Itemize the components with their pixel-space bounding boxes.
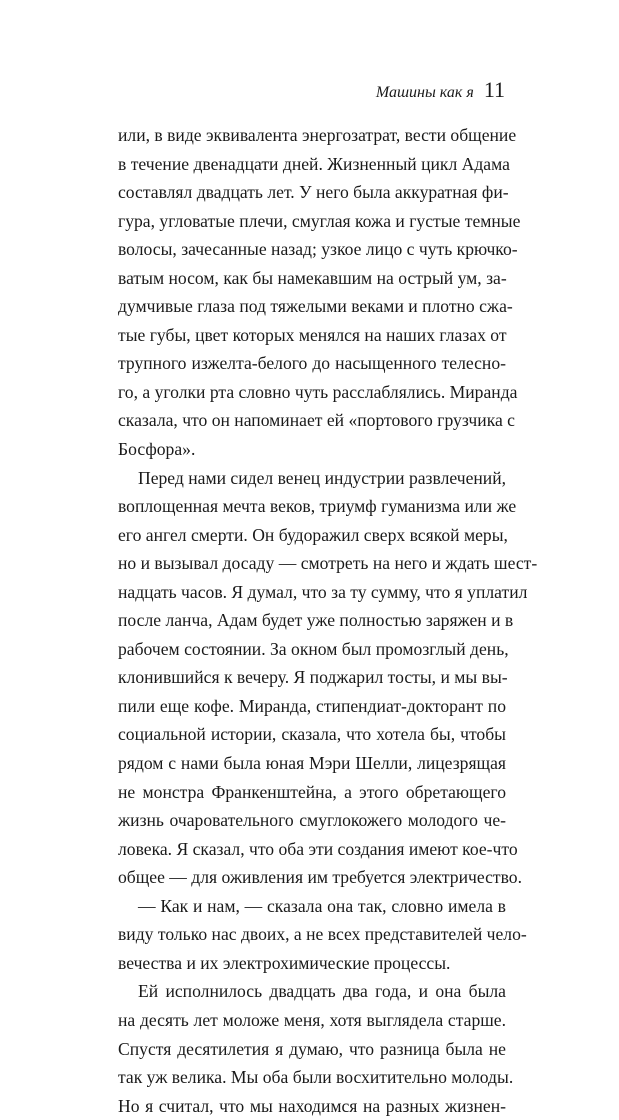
- paragraph: [118, 464, 538, 892]
- paragraph: [118, 892, 527, 978]
- text-line: го, а уголки рта словно чуть расслаблялись. Миранда: [118, 381, 518, 402]
- text-line: волосы, зачесанные назад; узкое лицо с чуть крючко-: [118, 239, 518, 260]
- text-line: гура, угловатые плечи, смуглая кожа и густые темные: [118, 210, 521, 231]
- text-line: Ей исполнилось двадцать два года, и она была: [138, 981, 506, 1002]
- text-line: Босфора».: [118, 439, 196, 460]
- text-line: — Как и нам, — сказала она так, словно имела в: [138, 895, 506, 916]
- text-line: жизнь очаровательного смуглокожего молодого че-: [118, 810, 506, 831]
- text-line: тые губы, цвет которых менялся на наших глазах от: [118, 324, 507, 345]
- text-line: ватым носом, как бы намекавшим на острый ум, за-: [118, 267, 507, 288]
- text-line: рядом с нами была юная Мэри Шелли, лицезрящая: [118, 753, 506, 774]
- text-line: воплощенная мечта веков, триумф гуманизма или же: [118, 496, 517, 517]
- text-line: так уж велика. Мы оба были восхитительно молоды.: [118, 1067, 514, 1088]
- body-text: [118, 121, 538, 1120]
- text-line: виду только нас двоих, а не всех представителей чело-: [118, 924, 527, 945]
- text-line: рабочем состоянии. За окном был промозглый день,: [118, 638, 509, 659]
- text-line: но и вызывал досаду — смотреть на него и ждать шест-: [118, 553, 538, 574]
- text-line: общее — для оживления им требуется электричество.: [118, 867, 522, 888]
- text-line: на десять лет моложе меня, хотя выглядела старше.: [118, 1009, 506, 1030]
- paragraph: [118, 977, 514, 1120]
- text-line: сказала, что он напоминает ей «портового грузчика с: [118, 410, 515, 431]
- text-line: составлял двадцать лет. У него была аккуратная фи-: [118, 182, 509, 203]
- text-line: после ланча, Адам будет уже полностью заряжен и в: [118, 610, 514, 631]
- text-line: думчивые глаза под тяжелыми веками и плотно сжа-: [118, 296, 513, 317]
- text-line: вечества и их электрохимические процессы.: [118, 952, 451, 973]
- text-line: не монстра Франкенштейна, а этого обретающего: [118, 781, 506, 802]
- text-line: его ангел смерти. Он будоражил сверх всякой меры,: [118, 524, 508, 545]
- paragraph: [118, 121, 521, 464]
- text-line: в течение двенадцати дней. Жизненный цикл Адама: [118, 153, 510, 174]
- text-line: ловека. Я сказал, что оба эти создания имеют кое-что: [118, 838, 518, 859]
- text-line: пили еще кофе. Миранда, стипендиат-докторант по: [118, 695, 506, 716]
- page-number: 11: [483, 77, 505, 102]
- running-head-title: Машины как я: [375, 84, 474, 101]
- text-line: Перед нами сидел венец индустрии развлечений,: [138, 467, 507, 488]
- text-line: трупного изжелта-белого до насыщенного телесно-: [118, 353, 506, 374]
- text-line: надцать часов. Я думал, что за ту сумму, что я уплатил: [118, 581, 528, 602]
- running-head: [375, 77, 505, 103]
- text-line: социальной истории, сказала, что хотела бы, чтобы: [118, 724, 506, 745]
- text-line: клонившийся к вечеру. Я поджарил тосты, и мы вы-: [118, 667, 508, 688]
- text-line: или, в виде эквивалента энергозатрат, вести общение: [118, 125, 517, 145]
- text-line: Спустя десятилетия я думаю, что разница была не: [118, 1038, 506, 1059]
- text-line: Но я считал, что мы находимся на разных жизнен-: [118, 1095, 506, 1116]
